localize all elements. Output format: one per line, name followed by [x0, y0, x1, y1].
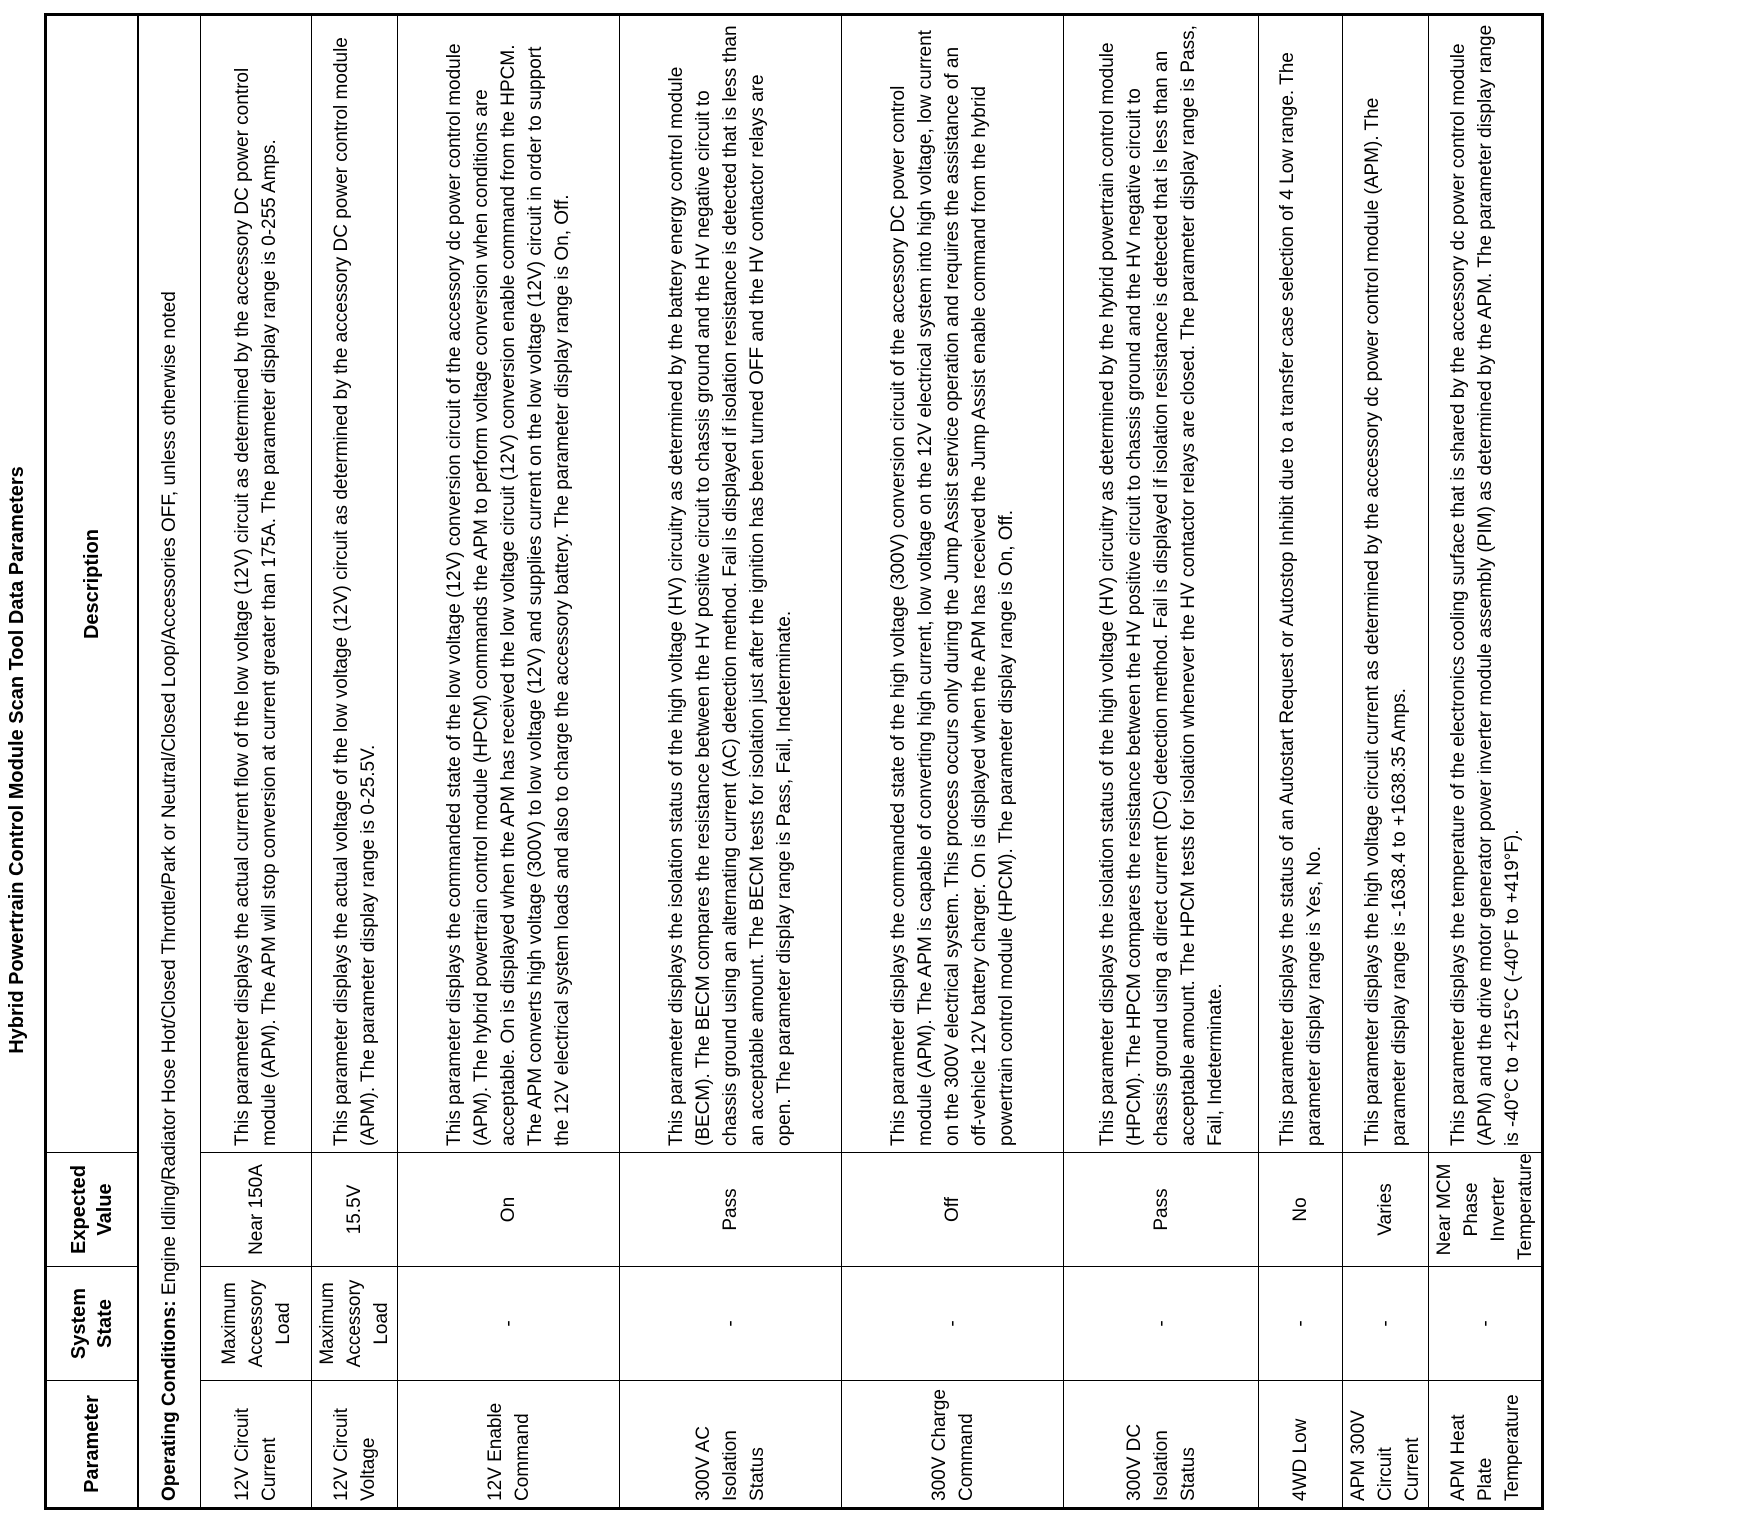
parameters-table	[44, 13, 1544, 1510]
system-state-cell: -	[1259, 1267, 1343, 1381]
table-row	[842, 15, 1064, 1509]
system-state-cell: -	[1429, 1267, 1543, 1381]
header-parameter: Parameter	[46, 1381, 139, 1509]
parameter-cell: 300V DC Isolation Status	[1064, 1381, 1259, 1509]
parameter-cell: APM Heat Plate Temperature	[1429, 1381, 1543, 1509]
description-cell: This parameter displays the commanded state of the high voltage (300V) conversion circuit of the accessory DC power control module (APM). The APM is capable of converting high current, low voltage on the 12V electrical system into high voltage, low current on the 300V electrical system. This process occurs only during the Jump Assist service operation and requires the assistance of an off-vehicle 12V battery charger. On is displayed when the APM has received the Jump Assist enable command from the hybrid powertrain control module (HPCM). The parameter display range is On, Off.	[842, 15, 1064, 1153]
description-cell: This parameter displays the isolation status of the high voltage (HV) circuitry as determined by the hybrid powertrain control module (HPCM). The HPCM compares the resistance between the HV positive circuit to chassis ground and the HV negative circuit to chassis ground using a direct current (DC) detection method. Fail is displayed if isolation resistance is detected that is less than an acceptable amount. The HPCM tests for isolation whenever the HV contactor relays are closed. The parameter display range is Pass, Fail, Indeterminate.	[1064, 15, 1259, 1153]
description-cell: This parameter displays the status of an Autostart Request or Autostop Inhibit due to a transfer case selection of 4 Low range. The parameter display range is Yes, No.	[1259, 15, 1343, 1153]
description-cell: This parameter displays the actual current flow of the low voltage (12V) circuit as determined by the accessory DC power control module (APM). The APM will stop conversion at current greater than 175A. The parameter display range is 0-255 Amps.	[201, 15, 312, 1153]
header-system-state: System State	[46, 1267, 139, 1381]
expected-value-cell: Varies	[1343, 1153, 1429, 1267]
table-row	[312, 15, 398, 1509]
system-state-cell: Maximum Accessory Load	[201, 1267, 312, 1381]
system-state-cell: Maximum Accessory Load	[312, 1267, 398, 1381]
table-row	[1064, 15, 1259, 1509]
description-cell: This parameter displays the temperature of the electronics cooling surface that is shared by the accessory dc power control module (APM) and the drive motor generator power inverter module assembly (PIM) as determined by the APM. The parameter display range is -40°C to +215°C (-40°F to +419°F).	[1429, 15, 1543, 1153]
parameter-cell: 12V Circuit Current	[201, 1381, 312, 1509]
operating-conditions-label: Operating Conditions:	[159, 1300, 180, 1501]
system-state-cell: -	[620, 1267, 842, 1381]
expected-value-cell: 15.5V	[312, 1153, 398, 1267]
table-row	[1343, 15, 1429, 1509]
parameter-cell: 300V AC Isolation Status	[620, 1381, 842, 1509]
table-row	[1429, 15, 1543, 1509]
expected-value-cell: Off	[842, 1153, 1064, 1267]
description-cell: This parameter displays the actual voltage of the low voltage (12V) circuit as determined by the accessory DC power control module (APM). The parameter display range is 0-25.5V.	[312, 15, 398, 1153]
table-row	[201, 15, 312, 1509]
parameter-cell: 300V Charge Command	[842, 1381, 1064, 1509]
parameter-cell: 12V Enable Command	[398, 1381, 620, 1509]
expected-value-cell: On	[398, 1153, 620, 1267]
system-state-cell: -	[842, 1267, 1064, 1381]
table-row	[1259, 15, 1343, 1509]
table-row	[620, 15, 842, 1509]
header-description: Description	[46, 15, 139, 1153]
operating-conditions-text: Engine Idling/Radiator Hose Hot/Closed Throttle/Park or Neutral/Closed Loop/Accessories OFF, unless otherwise noted	[159, 291, 180, 1301]
expected-value-cell: Near MCM Phase Inverter Temperature	[1429, 1153, 1543, 1267]
header-expected-value: Expected Value	[46, 1153, 139, 1267]
parameter-cell: APM 300V Circuit Current	[1343, 1381, 1429, 1509]
page-title: Hybrid Powertrain Control Module Scan Tool Data Parameters	[6, 466, 28, 1054]
operating-conditions	[138, 15, 201, 1509]
system-state-cell: -	[1064, 1267, 1259, 1381]
system-state-cell: -	[1343, 1267, 1429, 1381]
description-cell: This parameter displays the high voltage circuit current as determined by the accessory dc power control module (APM). The parameter display range is -1638.4 to +1638.35 Amps.	[1343, 15, 1429, 1153]
description-cell: This parameter displays the commanded state of the low voltage (12V) conversion circuit of the accessory dc power control module (APM). The hybrid powertrain control module (HPCM) commands the APM to perform voltage conversion when conditions are acceptable. On is displayed when the APM has received the low voltage circuit (12V) conversion enable command from the HPCM. The APM converts high voltage (300V) to low voltage (12V) and supplies current on the low voltage (12V) circuit in order to support the 12V electrical system loads and also to charge the accessory battery. The parameter display range is On, Off.	[398, 15, 620, 1153]
parameter-cell: 12V Circuit Voltage	[312, 1381, 398, 1509]
table-row	[398, 15, 620, 1509]
operating-conditions-row	[138, 15, 201, 1509]
parameter-cell: 4WD Low	[1259, 1381, 1343, 1509]
expected-value-cell: Pass	[1064, 1153, 1259, 1267]
expected-value-cell: Near 150A	[201, 1153, 312, 1267]
header-row	[46, 15, 139, 1509]
expected-value-cell: Pass	[620, 1153, 842, 1267]
system-state-cell: -	[398, 1267, 620, 1381]
expected-value-cell: No	[1259, 1153, 1343, 1267]
description-cell: This parameter displays the isolation status of the high voltage (HV) circuitry as determined by the battery energy control module (BECM). The BECM compares the resistance between the HV positive circuit to chassis ground and the HV negative circuit to chassis ground using an alternating current (AC) detection method. Fail is displayed if isolation resistance is detected that is less than an acceptable amount. The BECM tests for isolation just after the ignition has been turned OFF and the HV contactor relays are open. The parameter display range is Pass, Fail, Indeterminate.	[620, 15, 842, 1153]
